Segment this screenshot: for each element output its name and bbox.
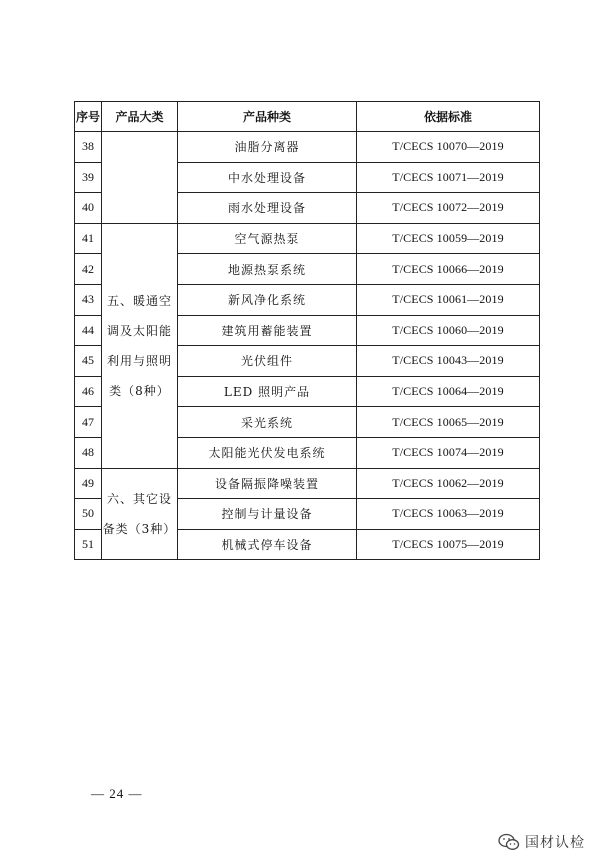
row-number: 39: [75, 162, 102, 193]
product-name: 地源热泵系统: [178, 254, 357, 285]
standard-code: T/CECS 10066—2019: [357, 254, 540, 285]
standard-code: T/CECS 10060—2019: [357, 315, 540, 346]
header-serial: 序号: [75, 102, 102, 132]
product-name: 机械式停车设备: [178, 529, 357, 560]
row-number: 41: [75, 223, 102, 254]
row-number: 51: [75, 529, 102, 560]
standard-code: T/CECS 10071—2019: [357, 162, 540, 193]
standard-code: T/CECS 10074—2019: [357, 437, 540, 468]
table-row: [75, 468, 540, 499]
product-name: 设备隔振降噪装置: [178, 468, 357, 499]
standard-code: T/CECS 10075—2019: [357, 529, 540, 560]
wechat-icon: [498, 833, 520, 851]
product-name: 中水处理设备: [178, 162, 357, 193]
product-name: 建筑用蓄能装置: [178, 315, 357, 346]
header-category: 产品大类: [102, 102, 178, 132]
header-standard: 依据标准: [357, 102, 540, 132]
standard-code: T/CECS 10061—2019: [357, 284, 540, 315]
product-name: LED 照明产品: [178, 376, 357, 407]
category-label: 六、其它设备类（3种）: [102, 491, 177, 536]
standard-code: T/CECS 10065—2019: [357, 407, 540, 438]
product-name: 采光系统: [178, 407, 357, 438]
row-number: 48: [75, 437, 102, 468]
standard-code: T/CECS 10043—2019: [357, 346, 540, 377]
table-row: [75, 132, 540, 163]
product-name: 油脂分离器: [178, 132, 357, 163]
product-name: 雨水处理设备: [178, 193, 357, 224]
row-number: 46: [75, 376, 102, 407]
row-number: 50: [75, 499, 102, 530]
product-name: 空气源热泵: [178, 223, 357, 254]
standard-code: T/CECS 10062—2019: [357, 468, 540, 499]
table-header-row: [75, 102, 540, 132]
product-name: 控制与计量设备: [178, 499, 357, 530]
product-name: 太阳能光伏发电系统: [178, 437, 357, 468]
product-name: 光伏组件: [178, 346, 357, 377]
row-number: 44: [75, 315, 102, 346]
product-name: 新风净化系统: [178, 284, 357, 315]
row-number: 42: [75, 254, 102, 285]
category-label: 五、暖通空调及太阳能利用与照明类（8种）: [106, 293, 172, 398]
row-number: 49: [75, 468, 102, 499]
standard-code: T/CECS 10059—2019: [357, 223, 540, 254]
watermark-text: 国材认检: [525, 835, 585, 851]
standard-code: T/CECS 10070—2019: [357, 132, 540, 163]
standard-code: T/CECS 10072—2019: [357, 193, 540, 224]
page-number: — 24 —: [91, 786, 143, 801]
row-number: 45: [75, 346, 102, 377]
standard-code: T/CECS 10064—2019: [357, 376, 540, 407]
header-product: 产品种类: [178, 102, 357, 132]
row-number: 38: [75, 132, 102, 163]
standards-table: [74, 101, 540, 560]
row-number: 43: [75, 284, 102, 315]
table-row: [75, 223, 540, 254]
category-cell-other: [102, 468, 178, 560]
row-number: 40: [75, 193, 102, 224]
category-cell-hvac: [102, 223, 178, 468]
category-cell-empty: [102, 132, 178, 224]
row-number: 47: [75, 407, 102, 438]
standard-code: T/CECS 10063—2019: [357, 499, 540, 530]
watermark: [498, 829, 608, 855]
